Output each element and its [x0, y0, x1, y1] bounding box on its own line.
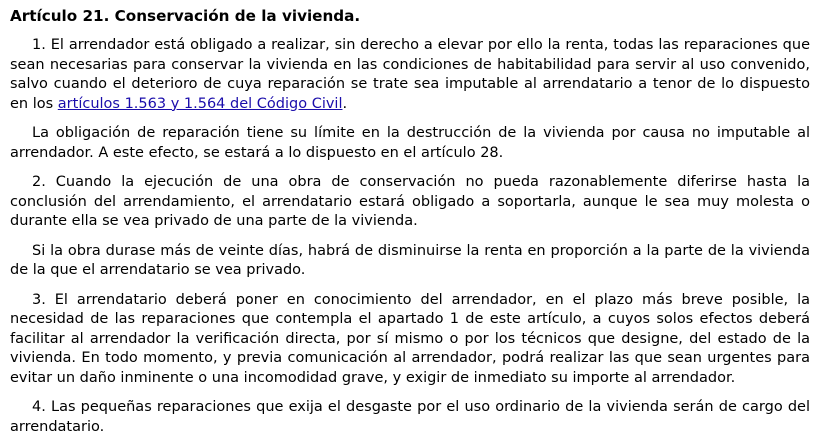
article — [10, 0, 810, 437]
paragraph-1-text: 1. El arrendador está obligado a realizar, sin derecho a elevar por ello la renta, todas las reparaciones que sean necesarias para conservar la vivienda en las condiciones de habitabilidad para servir al uso convenido, salvo cuando el deterioro de cuya reparación se trate sea imputable al arrendatario a tenor de lo dispuesto en los — [10, 37, 810, 112]
paragraph-repair-limit: La obligación de reparación tiene su límite en la destrucción de la vivienda por causa no imputable al arrendador. A este efecto, se estará a lo dispuesto en el artículo 28. — [10, 125, 810, 161]
article-title: Artículo 21. Conservación de la vivienda. — [10, 7, 361, 25]
paragraph-rent-reduction: Si la obra durase más de veinte días, habrá de disminuirse la renta en proporción a la parte de la vivienda de la que el arrendatario se vea privado. — [10, 242, 810, 278]
paragraph-1 — [10, 36, 810, 114]
civil-code-articles-link[interactable]: artículos 1.563 y 1.564 del Código Civil — [57, 95, 343, 112]
paragraph-2: 2. Cuando la ejecución de una obra de conservación no pueda razonablemente diferirse hasta la conclusión del arrendamiento, el arrendatario estará obligado a soportarla, aunque le sea muy molesta o durante ella se vea privado de una parte de la vivienda. — [10, 174, 810, 229]
paragraph-1-end: . — [342, 95, 348, 112]
paragraph-3: 3. El arrendatario deberá poner en conocimiento del arrendador, en el plazo más breve posible, la necesidad de las reparaciones que contempla el apartado 1 de este artículo, a cuyos solos efectos deberá facilitar al arrendador la verificación directa, por sí mismo o por los técnicos que designe, del estado de la vivienda. En todo momento, y previa comunicación al arrendador, podrá realizar las que sean urgentes para evitar un daño inminente o una incomodidad grave, y exigir de inmediato su importe al arrendador. — [10, 291, 810, 386]
paragraph-4: 4. Las pequeñas reparaciones que exija el desgaste por el uso ordinario de la vivienda serán de cargo del arrendatario. — [10, 399, 810, 435]
